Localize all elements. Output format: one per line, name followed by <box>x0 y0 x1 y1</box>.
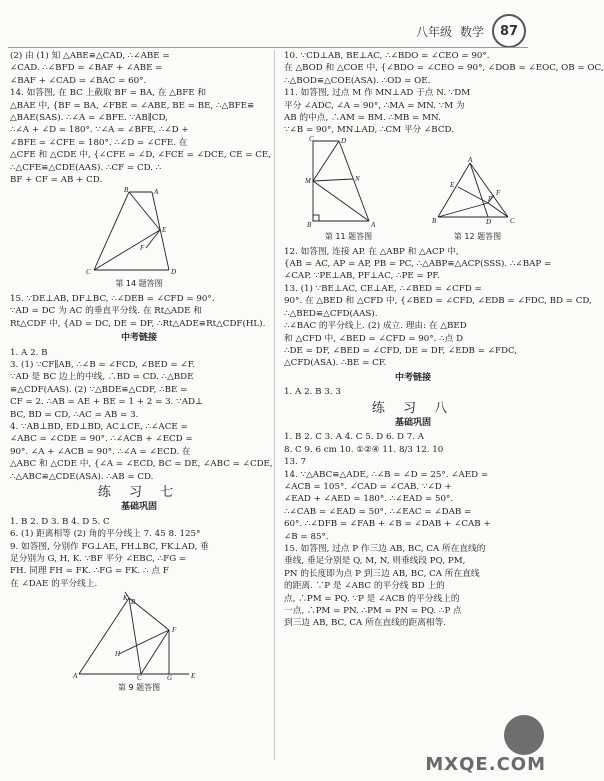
text-line: BC, BD = CD, ∴AC = AB = 3. <box>10 409 139 420</box>
svg-text:K: K <box>123 594 128 603</box>
text-line: ∠EAD + ∠AED = 180°. ∴∠EAD = 50°. <box>284 494 454 505</box>
text-line: 1. B 2. C 3. A 4. C 5. D 6. D 7. A <box>284 432 425 443</box>
watermark-text: MXQE.COM <box>425 754 546 775</box>
text-line: ∠B = 85°. <box>284 531 329 542</box>
text-line: 1. A 2. B 3. 3 <box>284 387 341 398</box>
text-line: 14. 如答图, 在 BC 上截取 BF = BA, 在 △BFE 和 <box>10 88 207 99</box>
svg-text:F: F <box>496 188 501 197</box>
text-line: ≌△CDF(AAS). (2) ∵△BDE≌△CDF, ∴BE = <box>10 384 188 395</box>
svg-text:G: G <box>167 674 173 683</box>
page-header <box>416 14 526 48</box>
text-line: △ABC 和 △CDE 中, {∠A = ∠ECD, BC = DE, ∠ABC = ∠CDE, <box>10 459 273 470</box>
svg-text:B: B <box>124 186 129 195</box>
column-divider <box>274 50 275 760</box>
text-line: 11. 如答图, 过点 M 作 MN⊥AD 于点 N. ∵DM <box>284 88 471 99</box>
right-text-a <box>284 50 604 137</box>
text-line: 1. B 2. D 3. B 4. D 5. C <box>10 516 110 527</box>
text-line: 足分别为 G, H, K. ∵BF 平分 ∠EBC, ∴FG = <box>10 554 187 564</box>
svg-text:F: F <box>172 626 177 635</box>
left-text-d <box>10 516 268 590</box>
svg-text:P: P <box>488 194 493 203</box>
figure-12 <box>430 157 525 227</box>
right-column <box>284 50 604 630</box>
text-line: 8. C 9. 6 cm 10. ①②④ 11. 8/3 12. 10 <box>284 444 444 455</box>
text-line: ∠ABC = ∠CDE = 90°. ∴∠ACB + ∠ECD = <box>10 434 193 445</box>
svg-text:E: E <box>450 180 455 189</box>
page-number: 87 <box>492 14 526 48</box>
text-line: △CFD(ASA). ∴BE = CF. <box>284 358 387 369</box>
svg-text:A: A <box>154 188 159 197</box>
svg-text:H: H <box>115 650 121 659</box>
text-line: ∴△BED≌△CFD(AAS). <box>284 308 378 319</box>
text-line: △CFE 和 △CDE 中, {∠CFE = ∠D, ∠FCE = ∠DCE, CE = CE, <box>10 150 271 161</box>
text-line: (2) 由 (1) 知 △ABE≌△CAD, ∴∠ABE = <box>10 51 170 61</box>
right-text-b <box>284 246 592 370</box>
text-line: 13. 7 <box>284 457 307 468</box>
figure-14-caption: 第 14 题答图 <box>115 279 163 289</box>
figure-11-wrap <box>301 134 396 246</box>
svg-text:A: A <box>73 672 78 681</box>
text-line: 15. ∵DE⊥AB, DF⊥BC, ∴∠DEB = ∠CFD = 90°. <box>10 293 215 304</box>
text-line: ∴∠CAB = ∠EAD = 50°. ∴∠EAC = ∠DAB = <box>284 506 472 517</box>
text-line: 和 △CFD 中, ∠BED = ∠CFD = 90°. ∴点 D <box>284 333 464 344</box>
text-line: 9. 如答图, 分别作 FG⊥AE, FH⊥BC, FK⊥AD, 垂 <box>10 541 209 552</box>
figure-9-caption: 第 9 题答图 <box>117 683 161 693</box>
text-line: 3. (1) ∵CF∥AB, ∴∠B = ∠FCD, ∠BED = ∠F. <box>10 359 196 370</box>
text-line: CF = 2. ∴AB = AE + BE = 1 + 2 = 3. ∵AD⊥ <box>10 397 204 408</box>
text-line: △BAE 中, {BF = BA, ∠FBE = ∠ABE, BE = BE, ∴△BFE≌ <box>10 100 255 111</box>
text-line: 15. 如答图, 过点 P 作三边 AB, BC, CA 所在直线的 <box>284 544 486 554</box>
text-line: 4. ∵AB⊥BD, ED⊥BD, AC⊥CE, ∴∠ACE = <box>10 421 188 432</box>
svg-text:D: D <box>341 136 347 145</box>
text-line: 1. A 2. B <box>10 347 48 358</box>
section-title-eight: 练 习 八 <box>371 400 455 416</box>
text-line: ∠BAF + ∠CAD = ∠BAC = 60°. <box>10 75 147 86</box>
text-line: ∵AD 是 BC 边上的中线, ∴BD = CD. ∴△BDE <box>10 372 194 383</box>
section-title-seven: 练 习 七 <box>97 484 181 500</box>
figure-row <box>284 134 542 246</box>
left-text-c <box>10 347 273 483</box>
text-line: ∵AD = DC 为 AC 的垂直平分线. 在 Rt△ADE 和 <box>10 306 202 317</box>
text-line: ∠CAD. ∴∠BFD = ∠BAF + ∠ABE = <box>10 63 163 74</box>
text-line: BF + CF = AB + CD. <box>10 175 103 186</box>
subject-label: 数学 <box>459 24 484 39</box>
svg-text:E: E <box>162 226 167 235</box>
text-line: ∴△BOD≌△COE(ASA). ∴OD = OE. <box>284 75 431 86</box>
text-line: ∠CAP. ∵PE⊥AB, PF⊥AC, ∴PE = PF. <box>284 271 440 282</box>
text-line: 一点, ∴PM = PN. ∴PM = PN = PQ. ∴P 点 <box>284 606 462 617</box>
figure-12-wrap <box>430 157 525 246</box>
text-line: 6. (1) 距离相等 (2) 角的平分线上 7. 45 8. 125° <box>10 529 201 540</box>
svg-text:D: D <box>171 268 177 277</box>
text-line: ∵∠B = 90°, MN⊥AD, ∴CM 平分 ∠BCD. <box>284 125 454 136</box>
watermark-badge <box>504 715 544 755</box>
svg-text:A: A <box>371 220 376 229</box>
grade-label: 八年级 <box>415 24 452 39</box>
left-text-b <box>10 293 268 330</box>
section-sub-basic: 基础巩固 <box>120 502 157 513</box>
text-line: ∠BFE = ∠CFE = 180°. ∴∠D = ∠CFE. 在 <box>10 137 188 148</box>
svg-text:N: N <box>355 174 360 183</box>
text-line: ∴△ABC≌△CDE(ASA). ∴AB = CD. <box>10 471 154 482</box>
figure-11 <box>301 134 396 229</box>
text-line: 垂线, 垂足分别是 Q, M, N, 则垂线段 PQ, PM, <box>284 556 466 567</box>
svg-text:A: A <box>468 155 473 164</box>
left-text-a <box>10 50 271 186</box>
text-line: 到三边 AB, BC, CA 所在直线的距离相等. <box>284 618 447 629</box>
text-line: AB 的中点, ∴AM = BM. ∴MB = MN. <box>284 113 441 124</box>
svg-text:C: C <box>137 674 142 683</box>
section-zhongkao-right: 中考链接 <box>394 372 431 383</box>
section-zhongkao: 中考链接 <box>120 333 157 344</box>
text-line: 90°. 在 △BED 和 △CFD 中, {∠BED = ∠CFD, ∠EDB = ∠FDC, BD = CD, <box>284 296 592 307</box>
text-line: 平分 ∠ADC, ∠A = 90°, ∴MA = MN. ∵M 为 <box>284 100 465 111</box>
svg-text:B: B <box>307 220 312 229</box>
text-line: ∴△CFE≌△CDE(AAS). ∴CF = CD. ∴ <box>10 162 162 173</box>
text-line: FH. 同理 FH = FK. ∴FG = FK. ∴ 点 F <box>10 566 169 577</box>
text-line: 在 △BOD 和 △COE 中, {∠BDO = ∠CEO = 90°, ∠DOB = ∠EOC, OB = OC, <box>284 63 604 74</box>
figure-12-caption: 第 12 题答图 <box>453 232 502 242</box>
text-line: 60°. ∴∠DFB = ∠FAB + ∠B = ∠DAB + ∠CAB + <box>284 519 491 530</box>
figure-9 <box>69 592 209 683</box>
text-line: △BAE(SAS). ∴∠A = ∠BFE. ∵AB∥CD, <box>10 113 168 124</box>
section-sub-basic-right: 基础巩固 <box>394 417 431 428</box>
svg-text:B: B <box>131 598 136 607</box>
figure-11-caption: 第 11 题答图 <box>324 232 373 242</box>
text-line: Rt△CDF 中, {AD = DC, DE = DF, ∴Rt△ADE≌Rt△CDF(HL). <box>10 318 266 329</box>
text-line: ∴∠A + ∠D = 180°. ∵∠A = ∠BFE, ∴∠D + <box>10 125 189 136</box>
text-line: PN 的长度即为点 P 到三边 AB, BC, CA 所在直线 <box>284 568 480 579</box>
text-line: 13. (1) ∵BE⊥AC, CE⊥AE, ∴∠BED = ∠CFD = <box>284 283 482 294</box>
right-text-d <box>284 431 542 630</box>
svg-text:D: D <box>486 217 492 226</box>
svg-text:F: F <box>140 244 145 253</box>
svg-text:C: C <box>309 134 314 143</box>
svg-text:C: C <box>510 216 515 225</box>
figure-14 <box>74 188 204 276</box>
header-rule <box>8 47 528 48</box>
text-line: ∠ACB = 105°. ∠CAD = ∠CAB. ∵∠D + <box>284 481 452 492</box>
text-line: 12. 如答图, 连接 AP. 在 △ABP 和 △ACP 中, <box>284 246 459 257</box>
svg-text:M: M <box>305 176 311 185</box>
text-line: 在 ∠DAE 的平分线上. <box>10 578 98 589</box>
text-line: 90°. ∠A + ∠ACB = 90°. ∴∠A = ∠ECD. 在 <box>10 446 191 457</box>
text-line: {AB = AC, AP = AP, PB = PC, ∴△ABP≌△ACP(SSS). ∴∠BAP = <box>284 259 552 270</box>
svg-text:B: B <box>432 216 437 225</box>
text-line: 14. ∵△ABC≌△ADE, ∴∠B = ∠D = 25°. ∠AED = <box>284 469 489 480</box>
svg-text:C: C <box>86 268 91 277</box>
text-line: 点, ∴PM = PQ. ∵P 是 ∠ACB 的平分线上的 <box>284 593 460 604</box>
text-line: ∴∠BAC 的平分线上. (2) 成立. 理由: 在 △BED <box>284 321 467 332</box>
svg-text:E: E <box>191 672 196 681</box>
text-line: 10. ∵CD⊥AB, BE⊥AC, ∴∠BDO = ∠CEO = 90°. <box>284 51 490 61</box>
text-line: ∴DE = DF, ∠BED = ∠CFD, DE = DF, ∠EDB = ∠FDC, <box>284 345 518 356</box>
left-column <box>10 50 273 697</box>
text-line: 的距离. ∵P 是 ∠ABC 的平分线 BD 上的 <box>284 581 445 592</box>
